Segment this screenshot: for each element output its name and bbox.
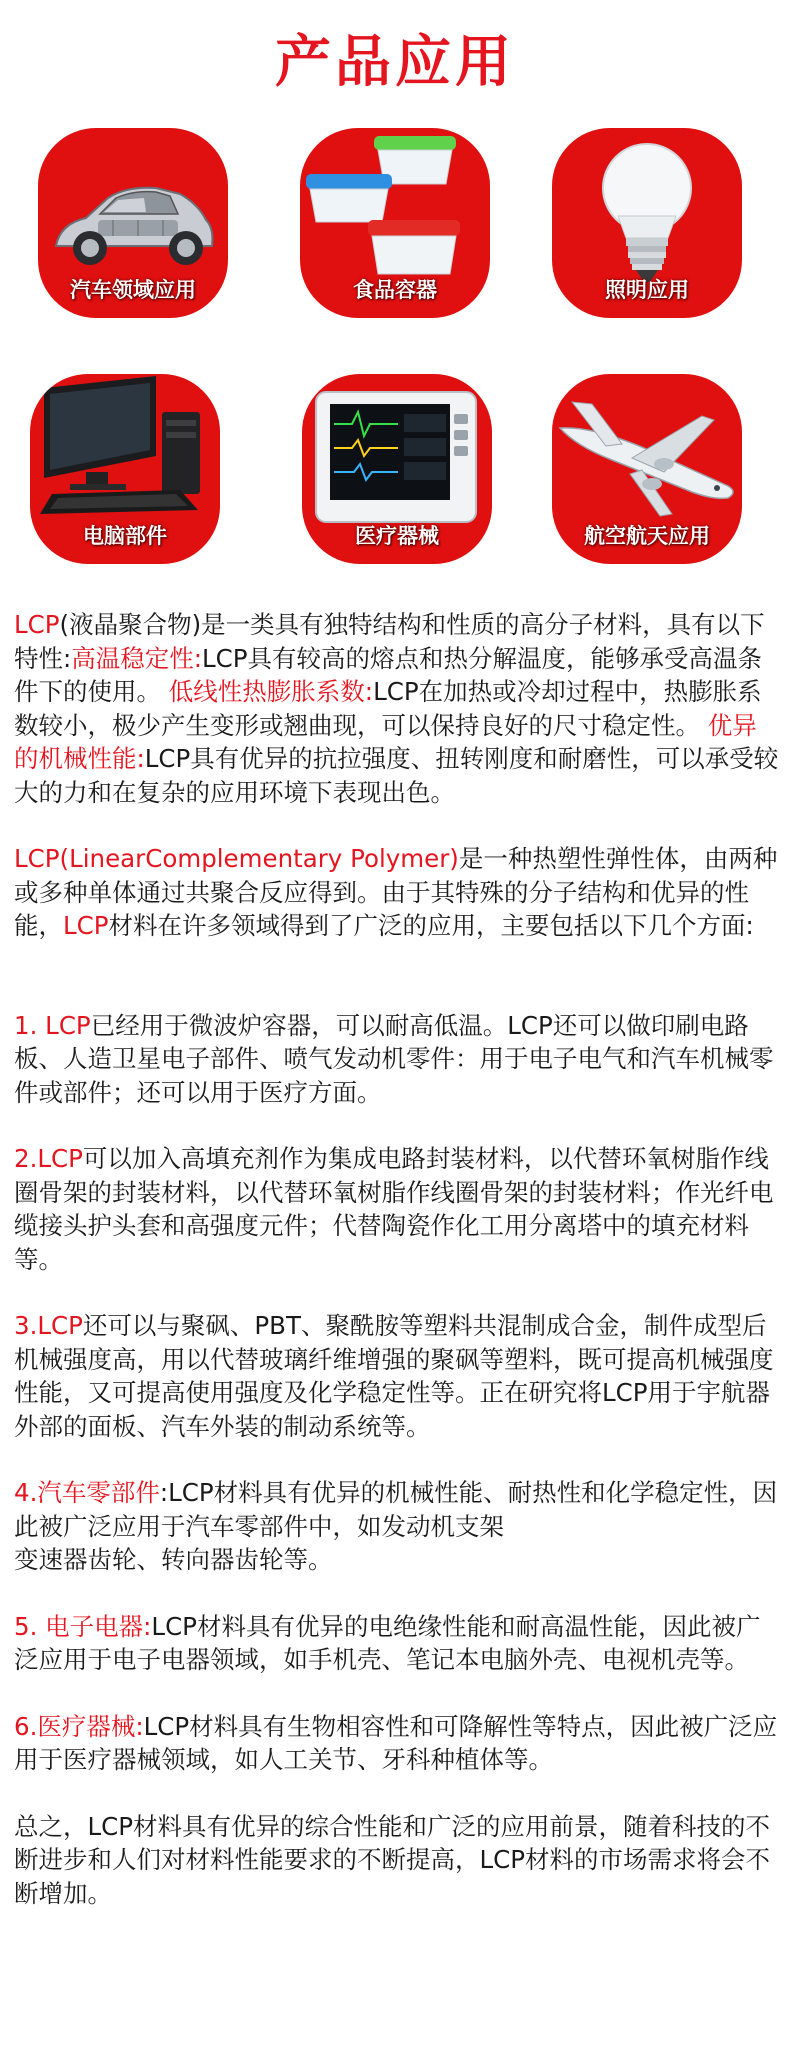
- tile-automotive: [38, 128, 228, 318]
- tile-label: 医疗器械: [355, 524, 439, 548]
- item-label: 3.LCP: [14, 1311, 83, 1340]
- list-item-5: [14, 1610, 779, 1677]
- term-lcp: LCP: [14, 610, 60, 639]
- list-item-6: [14, 1710, 779, 1777]
- item-label: 6.医疗器械:: [14, 1711, 144, 1741]
- item-text: LCP材料具有优异的电绝缘性能和耐高温性能，因此被广泛应用于电子电器领域，如手机壳、笔记本电脑外壳、电视机壳等。: [14, 1611, 761, 1674]
- item-text: 还可以与聚砜、PBT、聚酰胺等塑料共混制成合金，制件成型后机械强度高，用以代替玻璃纤维增强的聚砜等塑料，既可提高机械强度性能，又可提高使用强度及化学稳定性等。正在研究将LCP用于宇航器外部的面板、汽车外装的制动系统等。: [14, 1311, 774, 1441]
- intro-paragraph-1: [14, 608, 779, 809]
- item-text: LCP材料具有生物相容性和可降解性等特点，因此被广泛应用于医疗器械领域，如人工关节、牙科种植体等。: [14, 1711, 778, 1774]
- term-lcp: LCP: [63, 911, 109, 940]
- list-item-4: [14, 1476, 779, 1577]
- item-text: 已经用于微波炉容器，可以耐高低温。LCP还可以做印刷电路板、人造卫星电子部件、喷气发动机零件：用于电子电气和汽车机械零件或部件；还可以用于医疗方面。: [14, 1010, 774, 1107]
- text-run: (液晶聚合物)是一类具有独特结构和性质的高分子材料，具有以下特性:: [14, 610, 765, 673]
- tile-medical: [302, 374, 492, 564]
- page-title: 产品应用: [275, 30, 515, 95]
- item-label: 5. 电子电器:: [14, 1611, 152, 1641]
- tile-computer: [30, 374, 220, 564]
- list-item-2: [14, 1142, 779, 1276]
- text-run: LCP具有较高的熔点和热分解温度，能够承受高温条件下的使用。: [14, 643, 763, 706]
- tile-aerospace: [552, 374, 742, 564]
- tile-food-container: [300, 128, 490, 318]
- feature-heading: 高温稳定性:: [71, 643, 203, 673]
- list-item-1: [14, 1009, 779, 1110]
- term-lcp-full: LCP(LinearComplementary Polymer): [14, 844, 459, 873]
- tile-label: 食品容器: [353, 278, 437, 302]
- feature-heading: 低线性热膨胀系数:: [168, 677, 374, 706]
- tile-label: 电脑部件: [83, 524, 167, 548]
- item-text-continued: 变速器齿轮、转向器齿轮等。: [14, 1545, 333, 1574]
- text-run: LCP在加热或冷却过程中，热膨胀系数较小，极少产生变形或翘曲现，可以保持良好的尺寸稳定性。: [14, 677, 762, 740]
- text-run: LCP具有优异的抗拉强度、扭转刚度和耐磨性，可以承受较大的力和在复杂的应用环境下表现出色。: [14, 744, 779, 807]
- tile-label: 汽车领域应用: [70, 278, 196, 302]
- tile-label: 航空航天应用: [584, 524, 710, 548]
- text-run: 是一种热塑性弹性体，由两种或多种单体通过共聚合反应得到。由于其特殊的分子结构和优异的性能，: [14, 844, 778, 940]
- tile-label: 照明应用: [605, 278, 689, 302]
- summary-paragraph: 总之，LCP材料具有优异的综合性能和广泛的应用前景，随着科技的不断进步和人们对材料性能要求的不断提高，LCP材料的市场需求将会不断增加。: [14, 1811, 771, 1908]
- item-text: 可以加入高填充剂作为集成电路封装材料，以代替环氧树脂作线圈骨架的封装材料，以代替环氧树脂作线圈骨架的封装材料；作光纤电缆接头护头套和高强度元件；代替陶瓷作化工用分离塔中的填充材料等。: [14, 1144, 774, 1274]
- list-item-3: [14, 1309, 779, 1443]
- text-run: 材料在许多领域得到了广泛的应用，主要包括以下几个方面:: [108, 911, 754, 940]
- item-label: 1. LCP: [14, 1010, 91, 1040]
- intro-paragraph-2: [14, 842, 779, 943]
- item-label: 4.汽车零部件: [14, 1478, 160, 1507]
- tile-lighting: [552, 128, 742, 318]
- feature-heading: 优异的机械性能:: [14, 710, 757, 773]
- item-label: 2.LCP: [14, 1144, 83, 1173]
- article-body: [14, 608, 779, 1910]
- item-text: :LCP材料具有优异的机械性能、耐热性和化学稳定性，因此被广泛应用于汽车零部件中，如发动机支架: [14, 1478, 778, 1541]
